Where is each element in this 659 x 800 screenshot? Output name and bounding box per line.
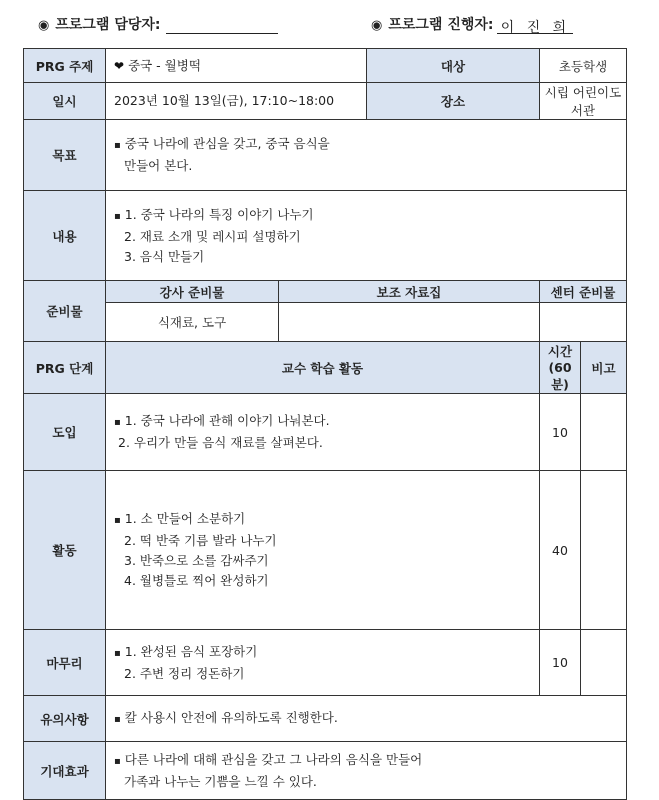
theme-value: 중국 - 월병떡 [128, 57, 201, 73]
step-time: 10 [540, 630, 581, 696]
step-note [581, 394, 627, 471]
materials-col1-header: 강사 준비물 [106, 281, 279, 303]
place-label: 장소 [367, 83, 540, 120]
step-content [106, 394, 540, 471]
activity-header: 교수 학습 활동 [106, 342, 540, 394]
content-list [106, 191, 627, 281]
step-content [106, 471, 540, 630]
materials-label: 준비물 [24, 281, 106, 342]
square-bullet-icon: ▪ [114, 755, 121, 767]
square-bullet-icon: ▪ [114, 647, 121, 659]
step-label: 활동 [24, 471, 106, 630]
runner-label: 프로그램 진행자: [388, 17, 494, 33]
heart-icon: ❤ [114, 58, 125, 73]
safety-content [106, 696, 627, 742]
list-item: 2. 주변 정리 정돈하기 [124, 665, 245, 681]
form-header [0, 10, 659, 36]
square-bullet-icon: ▪ [114, 713, 121, 725]
time-header: 시간(60분) [540, 342, 581, 394]
target-value: 초등학생 [540, 49, 627, 83]
step-note [581, 471, 627, 630]
goal-label: 목표 [24, 120, 106, 191]
square-bullet-icon: ▪ [114, 515, 121, 526]
manager-label: 프로그램 담당자: [55, 17, 161, 33]
step-row [24, 630, 627, 696]
materials-col3-value [540, 303, 627, 342]
theme-label: PRG 주제 [24, 49, 106, 83]
stage-header: PRG 단계 [24, 342, 106, 394]
step-row [24, 394, 627, 471]
goal-line: 만들어 본다. [124, 158, 193, 173]
date-value: 2023년 10월 13일(금), 17:10~18:00 [106, 83, 367, 120]
manager-name[interactable] [166, 17, 278, 34]
square-bullet-icon: ▪ [114, 417, 121, 428]
runner-name[interactable]: 이 진 희 [497, 17, 573, 34]
lesson-plan-table [23, 48, 627, 800]
list-item: 2. 우리가 만들 음식 재료를 살펴본다. [118, 435, 323, 450]
note-header: 비고 [581, 342, 627, 394]
materials-col1-value: 식재료, 도구 [106, 303, 279, 342]
circle-bullet-icon: ◉ [38, 18, 50, 33]
list-item: 4. 월병틀로 찍어 완성하기 [124, 573, 269, 588]
manager-field [38, 14, 278, 34]
step-label: 마무리 [24, 630, 106, 696]
content-label: 내용 [24, 191, 106, 281]
step-note [581, 630, 627, 696]
list-item: ▪ 1. 중국 나라에 관해 이야기 나눠본다. [114, 413, 330, 428]
list-item: 2. 재료 소개 및 레시피 설명하기 [124, 228, 301, 244]
safety-text: 칼 사용시 안전에 유의하도록 진행한다. [124, 709, 338, 725]
effect-line: ▪ 다른 나라에 대해 관심을 갖고 그 나라의 음식을 만들어 [114, 751, 423, 767]
effect-label: 기대효과 [24, 742, 106, 800]
step-row [24, 471, 627, 630]
step-content [106, 630, 540, 696]
list-item: ▪ 1. 소 만들어 소분하기 [114, 511, 246, 526]
safety-label: 유의사항 [24, 696, 106, 742]
runner-field [371, 14, 573, 34]
step-time: 10 [540, 394, 581, 471]
date-label: 일시 [24, 83, 106, 120]
goal-content [106, 120, 627, 191]
list-item: 3. 음식 만들기 [124, 248, 205, 264]
goal-line: ▪ 중국 나라에 관심을 갖고, 중국 음식을 [114, 136, 330, 151]
square-bullet-icon: ▪ [114, 140, 121, 151]
step-time: 40 [540, 471, 581, 630]
effect-line: 가족과 나누는 기쁨을 느낄 수 있다. [124, 773, 317, 789]
effect-content [106, 742, 627, 800]
circle-bullet-icon: ◉ [371, 18, 383, 33]
square-bullet-icon: ▪ [114, 210, 121, 222]
theme-value-cell [106, 49, 367, 83]
materials-col2-value [279, 303, 540, 342]
target-label: 대상 [367, 49, 540, 83]
place-value: 시립 어린이도서관 [540, 83, 627, 120]
step-label: 도입 [24, 394, 106, 471]
materials-col2-header: 보조 자료집 [279, 281, 540, 303]
list-item: 3. 반죽으로 소를 감싸주기 [124, 553, 269, 568]
list-item: ▪ 1. 완성된 음식 포장하기 [114, 643, 258, 659]
materials-col3-header: 센터 준비물 [540, 281, 627, 303]
list-item: 2. 떡 반죽 기름 발라 나누기 [124, 533, 277, 548]
list-item: ▪ 1. 중국 나라의 특징 이야기 나누기 [114, 206, 314, 222]
